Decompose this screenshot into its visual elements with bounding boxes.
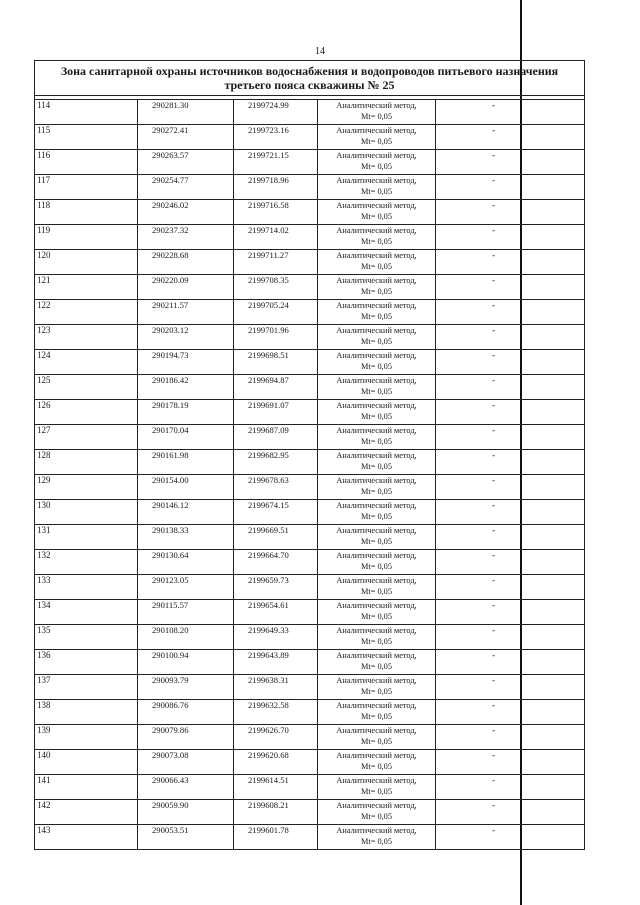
y-coordinate-cell: 2199708.35 (234, 275, 318, 300)
x-coordinate-cell: 290108.20 (138, 625, 234, 650)
table-row (35, 500, 585, 525)
method-text: Аналитический метод, (336, 701, 417, 710)
method-cell (318, 150, 436, 175)
method-text: Аналитический метод, (336, 551, 417, 560)
point-number-cell: 132 (35, 550, 138, 575)
note-cell: - (436, 800, 585, 825)
accuracy-text: Mt= 0,05 (361, 762, 392, 771)
accuracy-text: Mt= 0,05 (361, 787, 392, 796)
point-number-cell: 133 (35, 575, 138, 600)
y-coordinate-cell: 2199718.96 (234, 175, 318, 200)
method-cell (318, 525, 436, 550)
x-coordinate-cell: 290053.51 (138, 825, 234, 850)
note-cell: - (436, 550, 585, 575)
table-row (35, 325, 585, 350)
table-row (35, 200, 585, 225)
note-cell: - (436, 175, 585, 200)
method-cell (318, 550, 436, 575)
accuracy-text: Mt= 0,05 (361, 437, 392, 446)
y-coordinate-cell: 2199705.24 (234, 300, 318, 325)
note-cell: - (436, 600, 585, 625)
x-coordinate-cell: 290281.30 (138, 100, 234, 125)
point-number-cell: 117 (35, 175, 138, 200)
x-coordinate-cell: 290066.43 (138, 775, 234, 800)
accuracy-text: Mt= 0,05 (361, 837, 392, 846)
accuracy-text: Mt= 0,05 (361, 812, 392, 821)
table-row (35, 625, 585, 650)
table-row (35, 250, 585, 275)
table-row (35, 125, 585, 150)
table-row (35, 775, 585, 800)
x-coordinate-cell: 290093.79 (138, 675, 234, 700)
table-header-row (35, 61, 585, 96)
accuracy-text: Mt= 0,05 (361, 112, 392, 121)
table-row (35, 650, 585, 675)
accuracy-text: Mt= 0,05 (361, 637, 392, 646)
point-number-cell: 121 (35, 275, 138, 300)
y-coordinate-cell: 2199714.02 (234, 225, 318, 250)
point-number-cell: 129 (35, 475, 138, 500)
method-text: Аналитический метод, (336, 426, 417, 435)
table-row (35, 575, 585, 600)
accuracy-text: Mt= 0,05 (361, 737, 392, 746)
table-row (35, 275, 585, 300)
accuracy-text: Mt= 0,05 (361, 412, 392, 421)
y-coordinate-cell: 2199698.51 (234, 350, 318, 375)
table-row (35, 600, 585, 625)
method-cell (318, 675, 436, 700)
note-cell: - (436, 475, 585, 500)
note-cell: - (436, 425, 585, 450)
accuracy-text: Mt= 0,05 (361, 187, 392, 196)
method-cell (318, 100, 436, 125)
method-cell (318, 700, 436, 725)
note-cell: - (436, 350, 585, 375)
x-coordinate-cell: 290059.90 (138, 800, 234, 825)
method-text: Аналитический метод, (336, 276, 417, 285)
method-text: Аналитический метод, (336, 476, 417, 485)
y-coordinate-cell: 2199716.58 (234, 200, 318, 225)
note-cell: - (436, 250, 585, 275)
table-row (35, 525, 585, 550)
method-text: Аналитический метод, (336, 126, 417, 135)
table-title: Зона санитарной охраны источников водоснабжения и водопроводов питьевого назначения третьего пояса скважины № 25 (35, 61, 585, 96)
accuracy-text: Mt= 0,05 (361, 262, 392, 271)
point-number-cell: 130 (35, 500, 138, 525)
method-text: Аналитический метод, (336, 626, 417, 635)
method-text: Аналитический метод, (336, 251, 417, 260)
method-text: Аналитический метод, (336, 501, 417, 510)
method-text: Аналитический метод, (336, 226, 417, 235)
page-number: 14 (315, 46, 325, 57)
method-text: Аналитический метод, (336, 301, 417, 310)
x-coordinate-cell: 290194.73 (138, 350, 234, 375)
note-cell: - (436, 750, 585, 775)
x-coordinate-cell: 290170.04 (138, 425, 234, 450)
x-coordinate-cell: 290254.77 (138, 175, 234, 200)
method-cell (318, 275, 436, 300)
point-number-cell: 136 (35, 650, 138, 675)
table-row (35, 150, 585, 175)
accuracy-text: Mt= 0,05 (361, 687, 392, 696)
table-row (35, 450, 585, 475)
method-text: Аналитический метод, (336, 726, 417, 735)
method-cell (318, 500, 436, 525)
y-coordinate-cell: 2199678.63 (234, 475, 318, 500)
point-number-cell: 119 (35, 225, 138, 250)
y-coordinate-cell: 2199674.15 (234, 500, 318, 525)
y-coordinate-cell: 2199638.31 (234, 675, 318, 700)
method-text: Аналитический метод, (336, 151, 417, 160)
point-number-cell: 124 (35, 350, 138, 375)
accuracy-text: Mt= 0,05 (361, 362, 392, 371)
x-coordinate-cell: 290123.05 (138, 575, 234, 600)
x-coordinate-cell: 290263.57 (138, 150, 234, 175)
method-cell (318, 175, 436, 200)
method-cell (318, 225, 436, 250)
table-row (35, 400, 585, 425)
accuracy-text: Mt= 0,05 (361, 562, 392, 571)
method-text: Аналитический метод, (336, 676, 417, 685)
y-coordinate-cell: 2199659.73 (234, 575, 318, 600)
method-text: Аналитический метод, (336, 176, 417, 185)
method-cell (318, 325, 436, 350)
accuracy-text: Mt= 0,05 (361, 487, 392, 496)
x-coordinate-cell: 290138.33 (138, 525, 234, 550)
point-number-cell: 118 (35, 200, 138, 225)
x-coordinate-cell: 290272.41 (138, 125, 234, 150)
y-coordinate-cell: 2199711.27 (234, 250, 318, 275)
y-coordinate-cell: 2199682.95 (234, 450, 318, 475)
point-number-cell: 120 (35, 250, 138, 275)
x-coordinate-cell: 290246.02 (138, 200, 234, 225)
table-row (35, 725, 585, 750)
accuracy-text: Mt= 0,05 (361, 237, 392, 246)
table-row (35, 225, 585, 250)
accuracy-text: Mt= 0,05 (361, 337, 392, 346)
accuracy-text: Mt= 0,05 (361, 162, 392, 171)
x-coordinate-cell: 290211.57 (138, 300, 234, 325)
accuracy-text: Mt= 0,05 (361, 662, 392, 671)
method-cell (318, 650, 436, 675)
method-text: Аналитический метод, (336, 651, 417, 660)
y-coordinate-cell: 2199649.33 (234, 625, 318, 650)
y-coordinate-cell: 2199701.96 (234, 325, 318, 350)
method-text: Аналитический метод, (336, 451, 417, 460)
y-coordinate-cell: 2199614.51 (234, 775, 318, 800)
coordinates-table (34, 60, 585, 850)
note-cell: - (436, 675, 585, 700)
accuracy-text: Mt= 0,05 (361, 512, 392, 521)
table-row (35, 550, 585, 575)
note-cell: - (436, 725, 585, 750)
point-number-cell: 139 (35, 725, 138, 750)
table-row (35, 675, 585, 700)
note-cell: - (436, 225, 585, 250)
y-coordinate-cell: 2199664.70 (234, 550, 318, 575)
method-cell (318, 600, 436, 625)
point-number-cell: 135 (35, 625, 138, 650)
note-cell: - (436, 825, 585, 850)
table-row (35, 175, 585, 200)
method-text: Аналитический метод, (336, 376, 417, 385)
method-cell (318, 725, 436, 750)
x-coordinate-cell: 290186.42 (138, 375, 234, 400)
note-cell: - (436, 625, 585, 650)
note-cell: - (436, 400, 585, 425)
y-coordinate-cell: 2199723.16 (234, 125, 318, 150)
y-coordinate-cell: 2199608.21 (234, 800, 318, 825)
x-coordinate-cell: 290237.32 (138, 225, 234, 250)
method-text: Аналитический метод, (336, 326, 417, 335)
method-text: Аналитический метод, (336, 576, 417, 585)
accuracy-text: Mt= 0,05 (361, 462, 392, 471)
point-number-cell: 128 (35, 450, 138, 475)
note-cell: - (436, 575, 585, 600)
method-text: Аналитический метод, (336, 526, 417, 535)
method-text: Аналитический метод, (336, 601, 417, 610)
point-number-cell: 142 (35, 800, 138, 825)
x-coordinate-cell: 290115.57 (138, 600, 234, 625)
method-text: Аналитический метод, (336, 776, 417, 785)
point-number-cell: 134 (35, 600, 138, 625)
table-row (35, 100, 585, 125)
y-coordinate-cell: 2199687.09 (234, 425, 318, 450)
note-cell: - (436, 100, 585, 125)
note-cell: - (436, 775, 585, 800)
note-cell: - (436, 300, 585, 325)
point-number-cell: 114 (35, 100, 138, 125)
method-cell (318, 450, 436, 475)
point-number-cell: 131 (35, 525, 138, 550)
x-coordinate-cell: 290130.64 (138, 550, 234, 575)
x-coordinate-cell: 290086.76 (138, 700, 234, 725)
accuracy-text: Mt= 0,05 (361, 387, 392, 396)
table-row (35, 700, 585, 725)
accuracy-text: Mt= 0,05 (361, 537, 392, 546)
y-coordinate-cell: 2199620.68 (234, 750, 318, 775)
method-cell (318, 300, 436, 325)
x-coordinate-cell: 290146.12 (138, 500, 234, 525)
method-cell (318, 125, 436, 150)
method-cell (318, 375, 436, 400)
accuracy-text: Mt= 0,05 (361, 612, 392, 621)
x-coordinate-cell: 290161.98 (138, 450, 234, 475)
y-coordinate-cell: 2199601.78 (234, 825, 318, 850)
accuracy-text: Mt= 0,05 (361, 137, 392, 146)
note-cell: - (436, 325, 585, 350)
accuracy-text: Mt= 0,05 (361, 287, 392, 296)
note-cell: - (436, 650, 585, 675)
y-coordinate-cell: 2199721.15 (234, 150, 318, 175)
table-row (35, 825, 585, 850)
y-coordinate-cell: 2199643.89 (234, 650, 318, 675)
y-coordinate-cell: 2199694.87 (234, 375, 318, 400)
point-number-cell: 123 (35, 325, 138, 350)
note-cell: - (436, 275, 585, 300)
table-row (35, 425, 585, 450)
point-number-cell: 125 (35, 375, 138, 400)
x-coordinate-cell: 290079.86 (138, 725, 234, 750)
table-row (35, 375, 585, 400)
y-coordinate-cell: 2199654.61 (234, 600, 318, 625)
method-text: Аналитический метод, (336, 826, 417, 835)
y-coordinate-cell: 2199626.70 (234, 725, 318, 750)
y-coordinate-cell: 2199691.07 (234, 400, 318, 425)
table-row (35, 750, 585, 775)
method-cell (318, 775, 436, 800)
method-text: Аналитический метод, (336, 351, 417, 360)
point-number-cell: 116 (35, 150, 138, 175)
method-cell (318, 575, 436, 600)
method-text: Аналитический метод, (336, 401, 417, 410)
method-cell (318, 250, 436, 275)
x-coordinate-cell: 290203.12 (138, 325, 234, 350)
point-number-cell: 127 (35, 425, 138, 450)
table-row (35, 350, 585, 375)
point-number-cell: 143 (35, 825, 138, 850)
point-number-cell: 141 (35, 775, 138, 800)
method-cell (318, 825, 436, 850)
method-cell (318, 425, 436, 450)
accuracy-text: Mt= 0,05 (361, 212, 392, 221)
point-number-cell: 137 (35, 675, 138, 700)
method-cell (318, 400, 436, 425)
point-number-cell: 126 (35, 400, 138, 425)
method-cell (318, 350, 436, 375)
table-row (35, 300, 585, 325)
note-cell: - (436, 700, 585, 725)
method-cell (318, 475, 436, 500)
method-text: Аналитический метод, (336, 751, 417, 760)
method-cell (318, 800, 436, 825)
note-cell: - (436, 450, 585, 475)
note-cell: - (436, 125, 585, 150)
method-cell (318, 750, 436, 775)
x-coordinate-cell: 290220.09 (138, 275, 234, 300)
method-cell (318, 200, 436, 225)
accuracy-text: Mt= 0,05 (361, 587, 392, 596)
note-cell: - (436, 150, 585, 175)
note-cell: - (436, 500, 585, 525)
table-row (35, 800, 585, 825)
note-cell: - (436, 525, 585, 550)
table-row (35, 475, 585, 500)
y-coordinate-cell: 2199669.51 (234, 525, 318, 550)
point-number-cell: 138 (35, 700, 138, 725)
y-coordinate-cell: 2199724.99 (234, 100, 318, 125)
note-cell: - (436, 375, 585, 400)
x-coordinate-cell: 290178.19 (138, 400, 234, 425)
accuracy-text: Mt= 0,05 (361, 712, 392, 721)
y-coordinate-cell: 2199632.58 (234, 700, 318, 725)
method-text: Аналитический метод, (336, 801, 417, 810)
x-coordinate-cell: 290073.08 (138, 750, 234, 775)
point-number-cell: 140 (35, 750, 138, 775)
point-number-cell: 115 (35, 125, 138, 150)
method-cell (318, 625, 436, 650)
accuracy-text: Mt= 0,05 (361, 312, 392, 321)
method-text: Аналитический метод, (336, 201, 417, 210)
note-cell: - (436, 200, 585, 225)
x-coordinate-cell: 290154.00 (138, 475, 234, 500)
x-coordinate-cell: 290228.68 (138, 250, 234, 275)
method-text: Аналитический метод, (336, 101, 417, 110)
point-number-cell: 122 (35, 300, 138, 325)
x-coordinate-cell: 290100.94 (138, 650, 234, 675)
